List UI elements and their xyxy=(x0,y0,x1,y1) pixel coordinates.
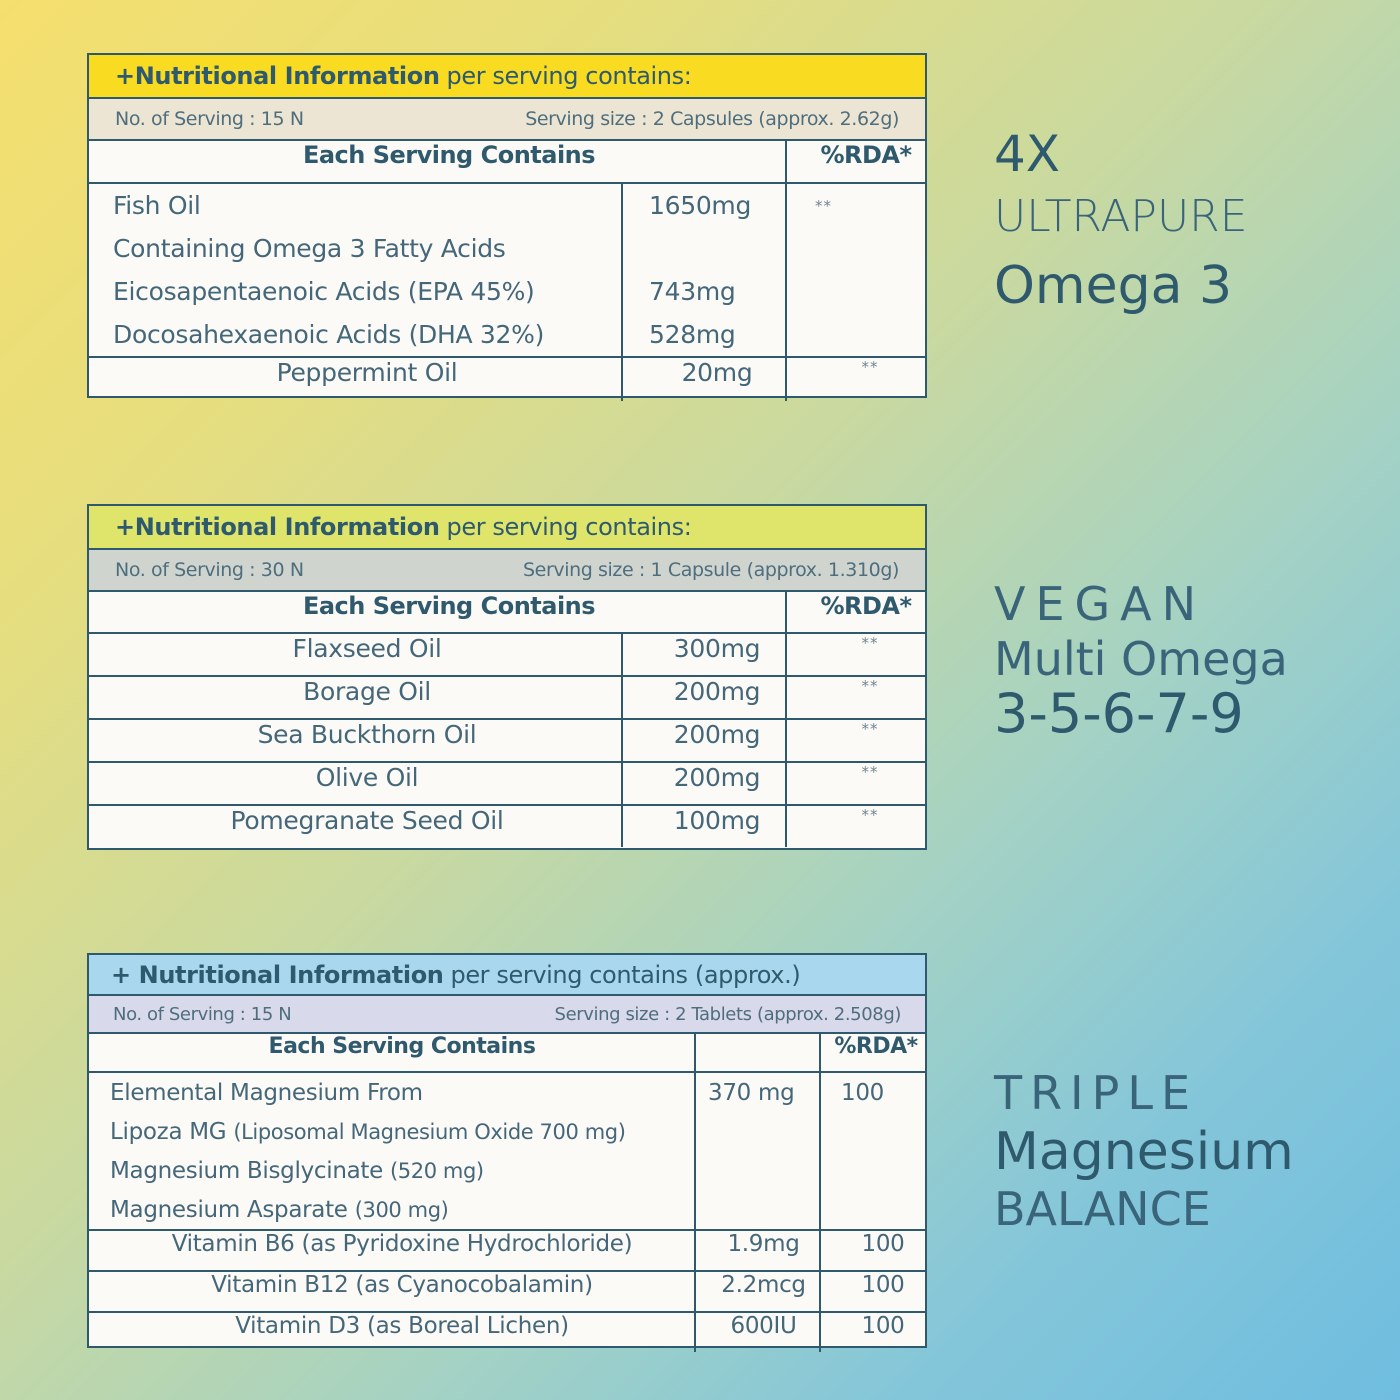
table-title-bold: + Nutritional Information xyxy=(111,960,444,989)
ingredient-name: Vitamin B6 (as Pyridoxine Hydrochloride) xyxy=(89,1231,696,1270)
rda-cell xyxy=(787,184,925,356)
table-header-row xyxy=(89,592,925,634)
table-title-band xyxy=(89,955,925,996)
ingredient-detail: (300 mg) xyxy=(354,1197,449,1222)
amount-value: 370 mg xyxy=(708,1079,795,1106)
ingredient-name: Olive Oil xyxy=(89,763,623,804)
amount-value: 1.9mg xyxy=(696,1231,821,1270)
magnesium-label-magnesium: Magnesium xyxy=(994,1122,1294,1182)
omega3-nutrition-table xyxy=(87,53,927,398)
ingredient-name: Sea Buckthorn Oil xyxy=(89,720,623,761)
vegan-label-multi-omega: Multi Omega xyxy=(994,632,1288,686)
magnesium-label-balance: BALANCE xyxy=(994,1182,1211,1236)
amount-value: 200mg xyxy=(623,677,787,718)
table-title-rest: per serving contains: xyxy=(446,62,692,90)
table-title-bold: +Nutritional Information xyxy=(115,513,440,541)
amount-value: 100mg xyxy=(623,806,787,847)
ingredient-main: Magnesium Bisglycinate xyxy=(110,1157,383,1184)
ingredient-line: Eicosapentaenoic Acids (EPA 45%) xyxy=(113,277,535,306)
rda-value: ** xyxy=(861,806,879,824)
table-header-row xyxy=(89,1034,925,1073)
amount-value: 20mg xyxy=(623,358,787,401)
ingredient-line: Docosahexaenoic Acids (DHA 32%) xyxy=(113,320,545,349)
ingredient-line: Containing Omega 3 Fatty Acids xyxy=(113,234,506,263)
amount-value: 1650mg xyxy=(649,191,752,220)
table-row xyxy=(89,720,925,763)
rda-value: ** xyxy=(861,763,879,781)
table-row xyxy=(89,763,925,806)
rda-value: ** xyxy=(861,634,879,652)
col-header-rda: %RDA* xyxy=(834,1034,918,1059)
table-row xyxy=(89,634,925,677)
vegan-label-vegan: VEGAN xyxy=(994,577,1207,631)
col-header-ingredients: Each Serving Contains xyxy=(89,141,787,184)
servings-count: No. of Serving : 30 N xyxy=(115,559,304,581)
serving-info-band xyxy=(89,996,925,1034)
table-title-band xyxy=(89,506,925,550)
ingredient-name: Borage Oil xyxy=(89,677,623,718)
table-row xyxy=(89,1231,925,1272)
ingredient-line xyxy=(110,1190,694,1229)
amount-value: 300mg xyxy=(623,634,787,675)
table-title-rest: per serving contains: xyxy=(446,513,692,541)
col-header-amount xyxy=(696,1034,821,1073)
table-row-fish-oil-group xyxy=(89,184,925,358)
rda-value: 100 xyxy=(861,1231,905,1257)
serving-size: Serving size : 1 Capsule (approx. 1.310g) xyxy=(523,559,899,581)
omega-label-ultrapure: ULTRAPURE xyxy=(994,191,1248,242)
table-row-magnesium-group xyxy=(89,1073,925,1231)
amount-cell xyxy=(696,1073,821,1229)
table-row xyxy=(89,677,925,720)
ingredient-name: Peppermint Oil xyxy=(89,358,623,401)
serving-size: Serving size : 2 Tablets (approx. 2.508g) xyxy=(554,1003,901,1025)
ingredient-cell xyxy=(89,1073,696,1229)
ingredient-cell xyxy=(89,184,623,356)
ingredient-name: Vitamin B12 (as Cyanocobalamin) xyxy=(89,1272,696,1311)
rda-value: ** xyxy=(861,677,879,695)
rda-value: ** xyxy=(815,196,832,215)
col-header-ingredients: Each Serving Contains xyxy=(89,592,787,633)
table-row xyxy=(89,358,925,401)
omega-label-4x: 4X xyxy=(994,125,1061,183)
serving-info-band xyxy=(89,550,925,592)
col-header-ingredients: Each Serving Contains xyxy=(89,1034,696,1073)
ingredient-detail: (520 mg) xyxy=(389,1158,484,1183)
table-title-rest: per serving contains (approx.) xyxy=(450,960,801,989)
rda-value: 100 xyxy=(841,1079,884,1106)
amount-value xyxy=(649,227,785,270)
omega-label-omega3: Omega 3 xyxy=(994,256,1233,316)
table-row xyxy=(89,1313,925,1352)
table-header-row xyxy=(89,141,925,184)
ingredient-name: Flaxseed Oil xyxy=(89,634,623,675)
rda-cell xyxy=(821,1073,925,1229)
table-title-bold: +Nutritional Information xyxy=(115,62,440,90)
ingredient-line: Fish Oil xyxy=(113,191,201,220)
rda-value: 100 xyxy=(861,1313,905,1339)
ingredient-main: Magnesium Asparate xyxy=(110,1196,348,1223)
serving-info-band xyxy=(89,99,925,141)
amount-value: 743mg xyxy=(649,277,736,306)
servings-count: No. of Serving : 15 N xyxy=(115,108,304,130)
amount-value: 200mg xyxy=(623,720,787,761)
serving-size: Serving size : 2 Capsules (approx. 2.62g) xyxy=(525,108,899,130)
rda-value: ** xyxy=(861,358,879,376)
ingredient-line xyxy=(110,1112,694,1151)
vegan-omega-nutrition-table xyxy=(87,504,927,850)
ingredient-name: Pomegranate Seed Oil xyxy=(89,806,623,847)
ingredient-main: Lipoza MG xyxy=(110,1118,227,1145)
table-row xyxy=(89,806,925,847)
col-header-rda: %RDA* xyxy=(820,141,912,169)
ingredient-line xyxy=(110,1073,694,1112)
ingredient-detail: (Liposomal Magnesium Oxide 700 mg) xyxy=(233,1119,626,1144)
ingredient-name: Vitamin D3 (as Boreal Lichen) xyxy=(89,1313,696,1352)
rda-value: 100 xyxy=(861,1272,905,1298)
table-title-band xyxy=(89,55,925,99)
amount-cell xyxy=(623,184,787,356)
amount-value: 2.2mcg xyxy=(696,1272,821,1311)
ingredient-main: Elemental Magnesium From xyxy=(110,1079,423,1106)
servings-count: No. of Serving : 15 N xyxy=(113,1003,292,1025)
ingredient-line xyxy=(110,1151,694,1190)
amount-value: 600IU xyxy=(696,1313,821,1352)
rda-value: ** xyxy=(861,720,879,738)
vegan-label-numbers: 3-5-6-7-9 xyxy=(994,682,1244,745)
table-row xyxy=(89,1272,925,1313)
amount-value: 528mg xyxy=(649,320,736,349)
amount-value: 200mg xyxy=(623,763,787,804)
col-header-rda: %RDA* xyxy=(820,592,912,620)
magnesium-nutrition-table xyxy=(87,953,927,1348)
magnesium-label-triple: TRIPLE xyxy=(994,1066,1199,1120)
